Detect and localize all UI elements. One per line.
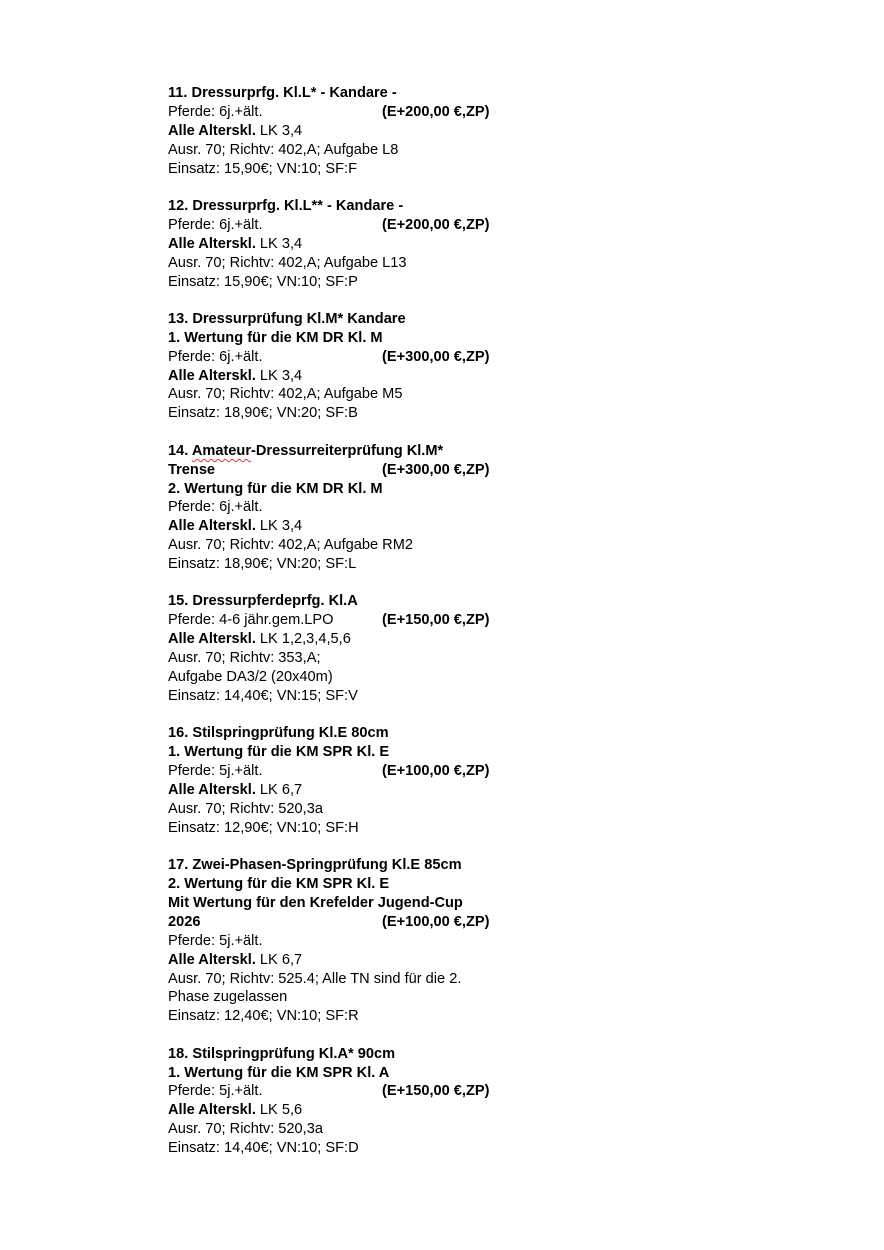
competition-entry bbox=[168, 310, 528, 423]
lk-value: LK 3,4 bbox=[255, 235, 303, 252]
prize-money: (E+300,00 €,ZP) bbox=[382, 348, 490, 365]
cup-rating: Mit Wertung für den Krefelder Jugend-Cup bbox=[168, 894, 463, 911]
championship-rating: 1. Wertung für die KM SPR Kl. A bbox=[168, 1064, 390, 1081]
entry-title: 18. Stilspringprüfung Kl.A* 90cm bbox=[168, 1045, 396, 1062]
entry-title: 12. Dressurprfg. Kl.L** - Kandare - bbox=[168, 197, 404, 214]
entry-title: 15. Dressurpferdeprfg. Kl.A bbox=[168, 593, 358, 610]
fee-line: Einsatz: 12,90€; VN:10; SF:H bbox=[168, 819, 359, 836]
lk-value: LK 5,6 bbox=[255, 1102, 303, 1119]
fee-line: Einsatz: 15,90€; VN:10; SF:P bbox=[168, 273, 358, 290]
competition-entry bbox=[168, 1045, 528, 1158]
title-continuation-line bbox=[168, 461, 528, 480]
competition-entry bbox=[168, 856, 528, 1026]
horse-age: Pferde: 6j.+ält. bbox=[168, 499, 263, 516]
rules-line: Ausr. 70; Richtv: 520,3a bbox=[168, 800, 323, 817]
rules-line-continuation: Phase zugelassen bbox=[168, 989, 288, 1006]
age-class-label: Alle Alterskl. bbox=[168, 631, 256, 648]
prize-money: (E+200,00 €,ZP) bbox=[382, 103, 490, 120]
horse-age: Pferde: 6j.+ält. bbox=[168, 103, 263, 120]
competition-entry bbox=[168, 592, 528, 705]
fee-line: Einsatz: 14,40€; VN:10; SF:D bbox=[168, 1140, 359, 1157]
fee-line: Einsatz: 18,90€; VN:20; SF:B bbox=[168, 405, 358, 422]
competition-entry bbox=[168, 84, 528, 178]
lk-value: LK 3,4 bbox=[255, 122, 303, 139]
fee-line: Einsatz: 12,40€; VN:10; SF:R bbox=[168, 1008, 359, 1025]
age-class-line bbox=[168, 517, 528, 536]
fee-line: Einsatz: 14,40€; VN:15; SF:V bbox=[168, 687, 358, 704]
age-class-label: Alle Alterskl. bbox=[168, 122, 256, 139]
championship-rating: 2. Wertung für die KM SPR Kl. E bbox=[168, 876, 390, 893]
entry-title-rest: -Dressurreiterprüfung Kl.M* bbox=[251, 442, 444, 459]
rules-line: Ausr. 70; Richtv: 402,A; Aufgabe M5 bbox=[168, 386, 403, 403]
age-class-line bbox=[168, 122, 528, 141]
prize-money: (E+300,00 €,ZP) bbox=[382, 461, 490, 478]
age-class-line bbox=[168, 951, 528, 970]
cup-year-line bbox=[168, 913, 528, 932]
prize-money: (E+100,00 €,ZP) bbox=[382, 763, 490, 780]
competition-entry bbox=[168, 197, 528, 291]
age-class-label: Alle Alterskl. bbox=[168, 235, 256, 252]
fee-line: Einsatz: 18,90€; VN:20; SF:L bbox=[168, 556, 357, 573]
horse-age: Pferde: 5j.+ält. bbox=[168, 763, 263, 780]
championship-rating: 1. Wertung für die KM SPR Kl. E bbox=[168, 744, 390, 761]
prize-money: (E+200,00 €,ZP) bbox=[382, 216, 490, 233]
rules-line: Ausr. 70; Richtv: 520,3a bbox=[168, 1121, 323, 1138]
rules-line: Ausr. 70; Richtv: 402,A; Aufgabe L13 bbox=[168, 254, 407, 271]
age-class-label: Alle Alterskl. bbox=[168, 1102, 256, 1119]
spellcheck-word: Amateur bbox=[191, 442, 252, 459]
age-class-line bbox=[168, 367, 528, 386]
age-class-line bbox=[168, 781, 528, 800]
horse-age: Pferde: 5j.+ält. bbox=[168, 1083, 263, 1100]
horse-line bbox=[168, 103, 528, 122]
rules-line: Ausr. 70; Richtv: 402,A; Aufgabe RM2 bbox=[168, 537, 413, 554]
lk-value: LK 3,4 bbox=[255, 367, 303, 384]
age-class-line bbox=[168, 1101, 528, 1120]
entry-title bbox=[168, 442, 528, 461]
prize-money: (E+100,00 €,ZP) bbox=[382, 913, 490, 930]
horse-line bbox=[168, 216, 528, 235]
lk-value: LK 1,2,3,4,5,6 bbox=[255, 631, 351, 648]
competition-entry bbox=[168, 724, 528, 837]
rules-line: Ausr. 70; Richtv: 353,A; bbox=[168, 650, 321, 667]
horse-line bbox=[168, 348, 528, 367]
lk-value: LK 6,7 bbox=[255, 782, 303, 798]
entry-title-number: 14. bbox=[168, 442, 192, 459]
lk-value: LK 3,4 bbox=[255, 518, 303, 535]
lk-value: LK 6,7 bbox=[255, 951, 303, 968]
age-class-line bbox=[168, 235, 528, 254]
horse-age: Pferde: 5j.+ält. bbox=[168, 932, 263, 949]
rules-line: Ausr. 70; Richtv: 402,A; Aufgabe L8 bbox=[168, 141, 399, 158]
championship-rating: 2. Wertung für die KM DR Kl. M bbox=[168, 480, 383, 497]
horse-age: Pferde: 4-6 jähr.gem.LPO bbox=[168, 612, 334, 629]
horse-line bbox=[168, 762, 528, 781]
prize-money: (E+150,00 €,ZP) bbox=[382, 612, 490, 629]
entry-title: 11. Dressurprfg. Kl.L* - Kandare - bbox=[168, 85, 397, 101]
age-class-line bbox=[168, 630, 528, 649]
fee-line: Einsatz: 15,90€; VN:10; SF:F bbox=[168, 160, 357, 177]
competition-entry bbox=[168, 442, 528, 574]
age-class-label: Alle Alterskl. bbox=[168, 782, 256, 798]
document-body bbox=[168, 84, 528, 1177]
horse-line bbox=[168, 611, 528, 630]
entry-title: 13. Dressurprüfung Kl.M* Kandare bbox=[168, 310, 406, 327]
championship-rating: 1. Wertung für die KM DR Kl. M bbox=[168, 329, 383, 346]
age-class-label: Alle Alterskl. bbox=[168, 518, 256, 535]
horse-age: Pferde: 6j.+ält. bbox=[168, 348, 263, 365]
entry-title: 17. Zwei-Phasen-Springprüfung Kl.E 85cm bbox=[168, 857, 462, 874]
age-class-label: Alle Alterskl. bbox=[168, 951, 256, 968]
entry-title: 16. Stilspringprüfung Kl.E 80cm bbox=[168, 725, 389, 742]
age-class-label: Alle Alterskl. bbox=[168, 367, 256, 384]
rules-line: Ausr. 70; Richtv: 525.4; Alle TN sind für die 2. bbox=[168, 970, 462, 987]
prize-money: (E+150,00 €,ZP) bbox=[382, 1083, 490, 1100]
horse-line bbox=[168, 1082, 528, 1101]
entry-title-continuation: Trense bbox=[168, 461, 216, 478]
cup-year: 2026 bbox=[168, 913, 201, 930]
horse-age: Pferde: 6j.+ält. bbox=[168, 216, 263, 233]
rules-line-continuation: Aufgabe DA3/2 (20x40m) bbox=[168, 669, 333, 686]
